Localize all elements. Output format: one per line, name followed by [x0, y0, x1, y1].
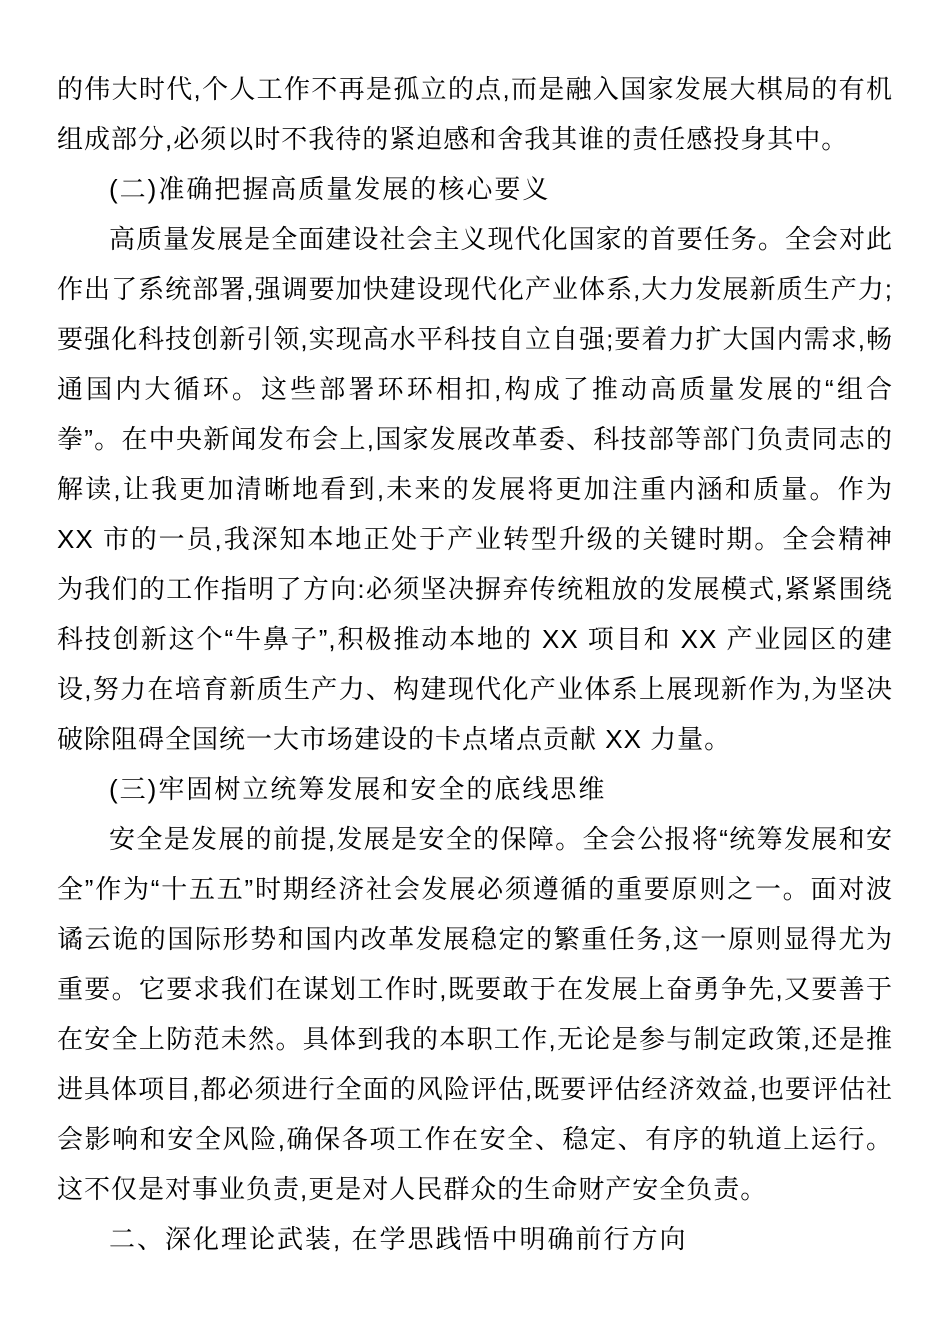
- heading-section-2: (二)准确把握高质量发展的核心要义: [109, 174, 551, 204]
- paragraph-section-2: 高质量发展是全面建设社会主义现代化国家的首要任务。全会对此作出了系统部署,强调要加快建设现代化产业体系,大力发展新质生产力;要强化科技创新引领,实现高水平科技自立自强;要着力扩大国内需求,畅通国内大循环。这些部署环环相扣,构成了推动高质量发展的“组合拳”。在中央新闻发布会上,国家发展改革委、科技部等部门负责同志的解读,让我更加清晰地看到,未来的发展将更加注重内涵和质量。作为 XX 市的一员,我深知本地正处于产业转型升级的关键时期。全会精神为我们的工作指明了方向:必须坚决摒弃传统粗放的发展模式,紧紧围绕科技创新这个“牛鼻子”,积极推动本地的 XX 项目和 XX 产业园区的建设,努力在培育新质生产力、构建现代化产业体系上展现新作为,为坚决破除阻碍全国统一大市场建设的卡点堵点贡献 XX 力量。: [57, 224, 893, 754]
- heading-part-2: 二、深化理论武装, 在学思践悟中明确前行方向: [109, 1224, 688, 1254]
- heading-section-3: (三)牢固树立统筹发展和安全的底线思维: [109, 774, 607, 804]
- paragraph-section-3: 安全是发展的前提,发展是安全的保障。全会公报将“统筹发展和安全”作为“十五五”时期经济社会发展必须遵循的重要原则之一。面对波谲云诡的国际形势和国内改革发展稳定的繁重任务,这一原则显得尤为重要。它要求我们在谋划工作时,既要敢于在发展上奋勇争先,又要善于在安全上防范未然。具体到我的本职工作,无论是参与制定政策,还是推进具体项目,都必须进行全面的风险评估,既要评估经济效益,也要评估社会影响和安全风险,确保各项工作在安全、稳定、有序的轨道上运行。这不仅是对事业负责,更是对人民群众的生命财产安全负责。: [57, 824, 893, 1204]
- paragraph-continuation: 的伟大时代,个人工作不再是孤立的点,而是融入国家发展大棋局的有机组成部分,必须以时不我待的紧迫感和舍我其谁的责任感投身其中。: [57, 74, 893, 154]
